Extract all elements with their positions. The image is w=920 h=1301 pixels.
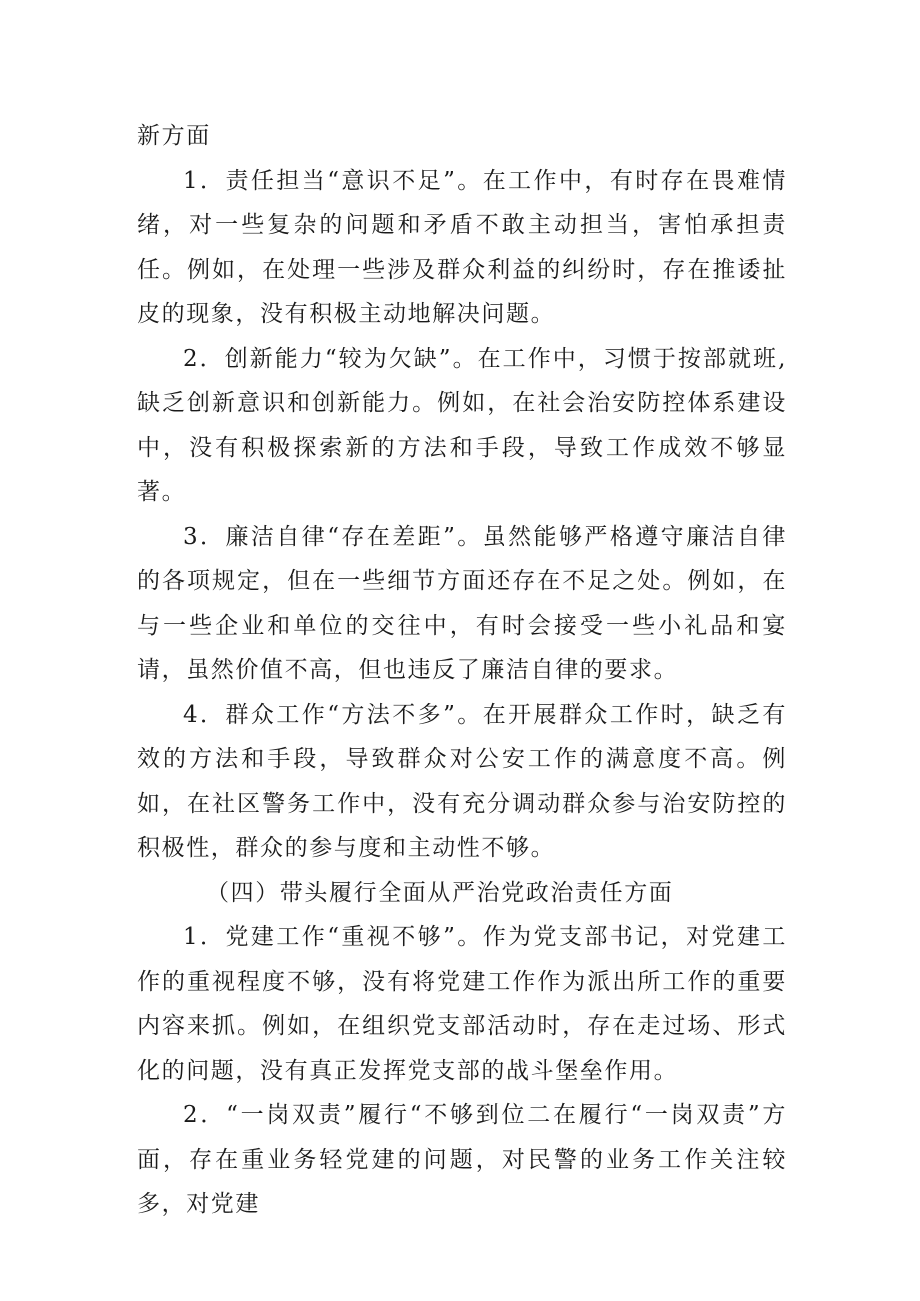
paragraph-party-building: 1．党建工作“重视不够”。作为党支部书记，对党建工作的重视程度不够，没有将党建工作作为派出所工作的重要内容来抓。例如，在组织党支部活动时，存在走过场、形式化的问题，没有真正发挥党支部的战斗堡垒作用。	[137, 924, 787, 1084]
paragraph-innovation: 2．创新能力“较为欠缺”。在工作中，习惯于按部就班,缺乏创新意识和创新能力。例如，在社会治安防控体系建设中，没有积极探索新的方法和手段，导致工作成效不够显著。	[137, 345, 787, 505]
paragraph-continuation: 新方面	[137, 123, 211, 149]
paragraph-dual-duty: 2．“一岗双责”履行“不够到位二在履行“一岗双责”方面，存在重业务轻党建的问题，对民警的业务工作关注较多，对党建	[137, 1102, 787, 1217]
paragraph-mass-work: 4．群众工作“方法不多”。在开展群众工作时，缺乏有效的方法和手段，导致群众对公安工作的满意度不高。例如，在社区警务工作中，没有充分调动群众参与治安防控的积极性，群众的参与度和主动性不够。	[137, 701, 787, 861]
paragraph-responsibility: 1．责任担当“意识不足”。在工作中，有时存在畏难情绪，对一些复杂的问题和矛盾不敢主动担当，害怕承担责任。例如，在处理一些涉及群众利益的纠纷时，存在推诿扯皮的现象，没有积极主动地解决问题。	[137, 167, 787, 327]
document-body	[137, 114, 787, 1227]
section-heading-four: （四）带头履行全面从严治党政治责任方面	[206, 879, 674, 906]
paragraph-integrity: 3．廉洁自律“存在差距”。虽然能够严格遵守廉洁自律的各项规定，但在一些细节方面还存在不足之处。例如，在与一些企业和单位的交往中，有时会接受一些小礼品和宴请，虽然价值不高，但也违反了廉洁自律的要求。	[137, 523, 787, 683]
